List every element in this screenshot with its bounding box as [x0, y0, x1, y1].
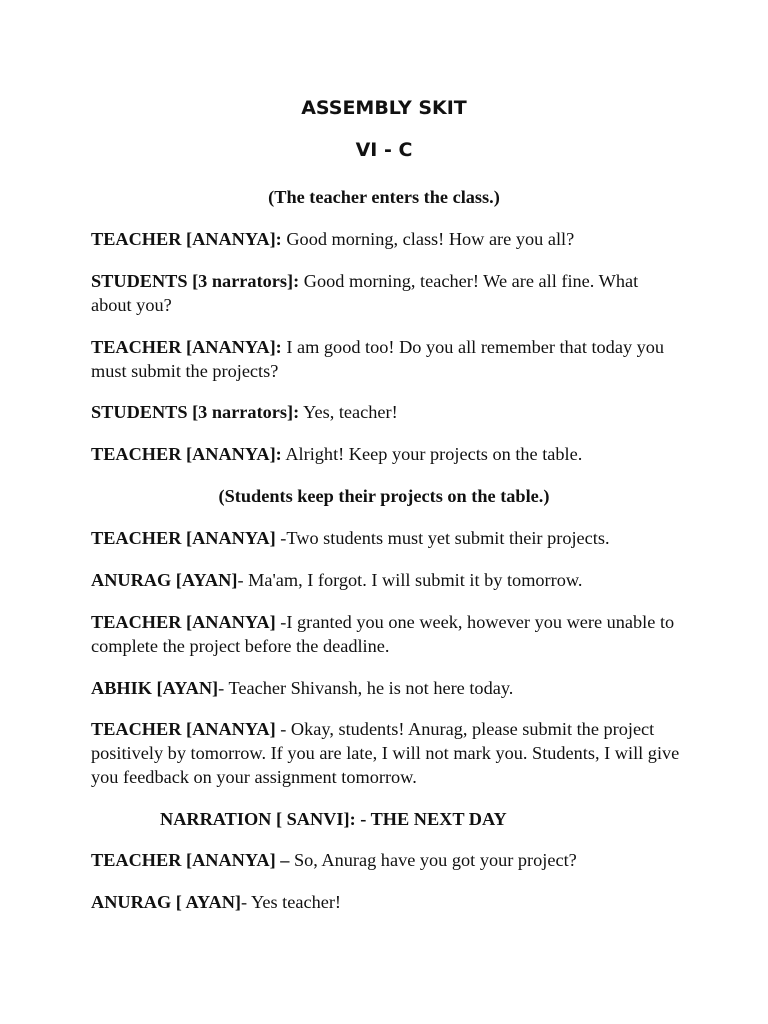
- narration-line: [160, 807, 720, 831]
- dialogue-text: - Okay, students! Anurag, please submit the project positively by tomorrow. If you are late, I will not mark you. Students, I will give you feedback on your assignment tomorrow.: [91, 719, 680, 787]
- stage-direction: (The teacher enters the class.): [268, 187, 500, 207]
- dialogue-line: [91, 227, 681, 251]
- dialogue-text: -Two students must yet submit their projects.: [275, 528, 610, 548]
- dialogue-line: [91, 717, 681, 789]
- narration-text: THE NEXT DAY: [366, 809, 507, 829]
- dialogue-line: [91, 848, 681, 872]
- dialogue-text: So, Anurag have you got your project?: [289, 850, 577, 870]
- speaker-name: ANURAG [AYAN]: [91, 570, 238, 590]
- speaker-name: STUDENTS [3 narrators]:: [91, 402, 300, 422]
- document-title: ASSEMBLY SKIT: [301, 97, 467, 119]
- dialogue-line: [91, 335, 681, 383]
- speaker-name: TEACHER [ANANYA]: [91, 719, 276, 739]
- dialogue-line: [91, 676, 681, 700]
- speaker-name: TEACHER [ANANYA]:: [91, 229, 282, 249]
- dialogue-text: I am good too! Do you all remember that today you must submit the projects?: [91, 337, 665, 381]
- dialogue-line: [91, 400, 681, 424]
- dialogue-line: [91, 568, 681, 592]
- dialogue-line: [91, 610, 681, 658]
- speaker-name: STUDENTS [3 narrators]:: [91, 271, 300, 291]
- dialogue-text: - Ma'am, I forgot. I will submit it by tomorrow.: [237, 570, 583, 590]
- speaker-name: ABHIK [AYAN]: [91, 678, 219, 698]
- dialogue-text: Good morning, class! How are you all?: [281, 229, 575, 249]
- speaker-name: ANURAG [ AYAN]: [91, 892, 241, 912]
- speaker-name: TEACHER [ANANYA] –: [91, 850, 290, 870]
- stage-direction: (Students keep their projects on the table.): [218, 486, 550, 506]
- speaker-name: TEACHER [ANANYA]: [91, 612, 276, 632]
- dialogue-text: Yes, teacher!: [299, 402, 398, 422]
- dialogue-text: Alright! Keep your projects on the table.: [281, 444, 583, 464]
- speaker-name: TEACHER [ANANYA]:: [91, 444, 282, 464]
- speaker-name: TEACHER [ANANYA]: [91, 528, 276, 548]
- document-subtitle: VI - C: [355, 139, 413, 161]
- dialogue-text: - Yes teacher!: [241, 892, 342, 912]
- dialogue-line: [91, 526, 681, 550]
- dialogue-text: -I granted you one week, however you were unable to complete the project before the deadline.: [91, 612, 675, 656]
- dialogue-line: [91, 890, 681, 914]
- dialogue-text: Good morning, teacher! We are all fine. What about you?: [91, 271, 639, 315]
- speaker-name: TEACHER [ANANYA]:: [91, 337, 282, 357]
- dialogue-text: - Teacher Shivansh, he is not here today.: [218, 678, 514, 698]
- narration-speaker: NARRATION [ SANVI]: -: [160, 809, 367, 829]
- dialogue-line: [91, 442, 681, 466]
- dialogue-line: [91, 269, 681, 317]
